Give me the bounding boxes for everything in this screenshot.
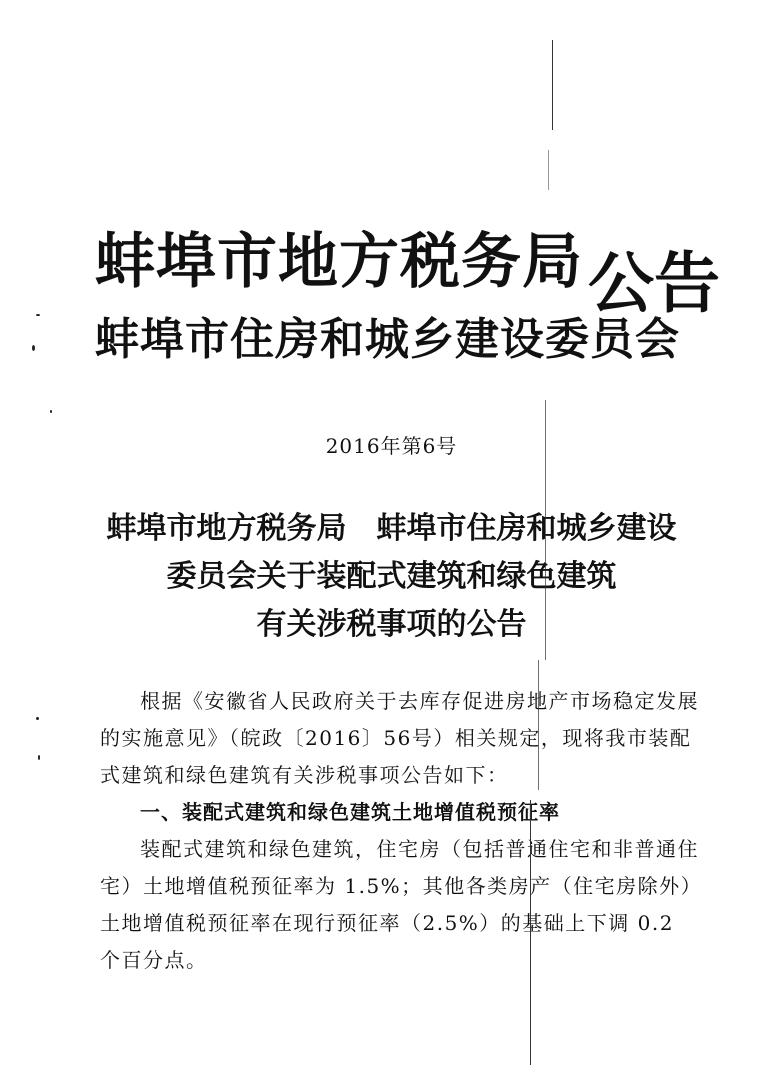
issuing-org-housing-committee: 蚌埠市住房和城乡建设委员会 [95,314,680,365]
issuing-org-tax-bureau: 蚌埠市地方税务局 [95,227,583,297]
document-number: 2016年第6号 [325,434,458,458]
section-1-heading: 一、装配式建筑和绿色建筑土地增值税预征率 [140,800,560,824]
document-body [100,683,700,979]
announcement-label: 公告 [588,244,720,322]
title-line-2: 委员会关于装配式建筑和绿色建筑 [166,559,617,594]
scan-fold-line [548,150,549,190]
scan-speck [36,314,40,316]
title-line-1: 蚌埠市地方税务局 蚌埠市住房和城乡建设 [106,511,677,546]
title-line-3: 有关涉税事项的公告 [256,607,527,642]
scan-fold-line [538,660,539,790]
scan-speck [36,717,39,720]
scan-fold-line [530,800,531,1065]
intro-paragraph: 根据《安徽省人民政府关于去库存促进房地产市场稳定发展的实施意见》（皖政〔2016〕56号）相关规定，现将我市装配式建筑和绿色建筑有关涉税事项公告如下： [100,689,699,787]
scan-speck [38,755,40,760]
scan-speck [32,345,35,351]
scan-speck [50,410,52,413]
section-1-paragraph: 装配式建筑和绿色建筑，住宅房（包括普通住宅和非普通住宅）土地增值税预征率为 1.5%；其他各类房产（住宅房除外）土地增值税预征率在现行预征率（2.5%）的基础上下调 0.2 个百分点。 [100,837,699,972]
document-title [60,505,723,649]
scan-fold-line [552,40,553,130]
scan-fold-line [545,400,546,660]
